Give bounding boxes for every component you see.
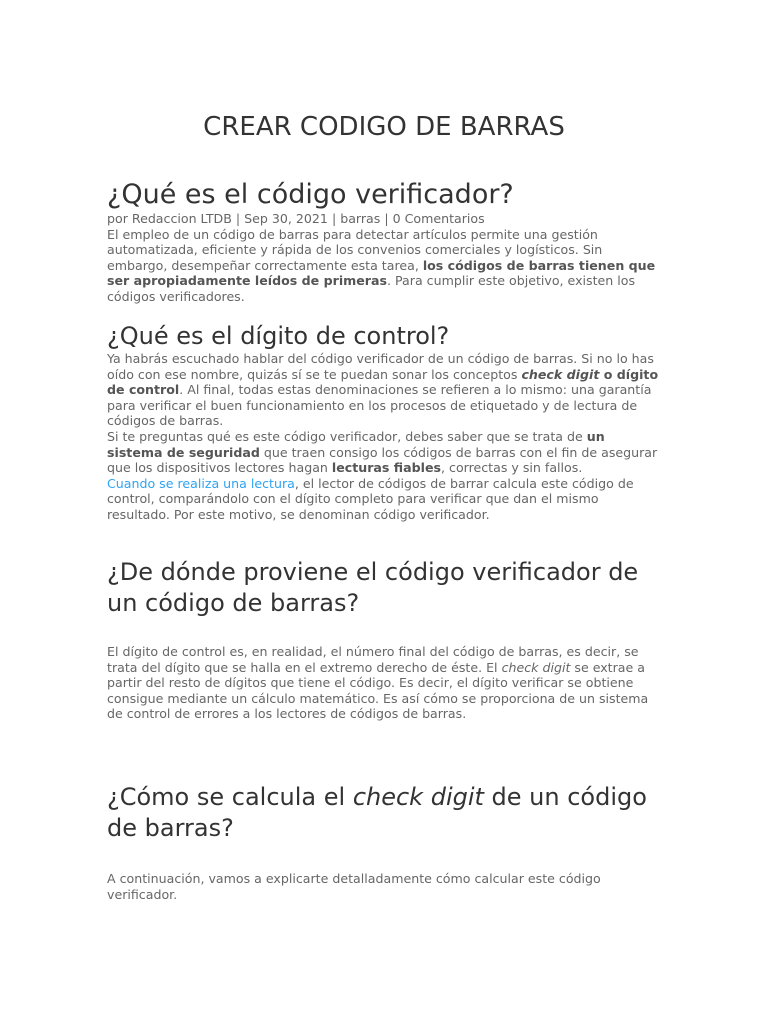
meta-separator: | bbox=[327, 211, 341, 226]
paragraph-text-end: , correctas y sin fallos. bbox=[441, 460, 583, 476]
digito-control-term: o dígito de control bbox=[107, 366, 659, 398]
paragraph-digito-final bbox=[107, 644, 662, 722]
check-digit-term: check digit bbox=[521, 366, 600, 382]
intro-text: El empleo de un código de barras para detectar artículos permite una gestión automatizada, eficiente y rápida de los convenios comerciales y logísticos. Sin embargo, desempeñar correctamente esta tarea, bbox=[107, 226, 603, 273]
paragraph-continuacion: A continuación, vamos a explicarte detalladamente cómo calcular este código verificador. bbox=[107, 871, 601, 902]
section-digito-control-body bbox=[107, 351, 662, 523]
section-calcula bbox=[107, 782, 662, 844]
intro-paragraph bbox=[107, 227, 662, 305]
article-header bbox=[107, 178, 662, 212]
paragraph-text-end: . Al final, todas estas denominaciones se refieren a lo mismo: una garantía para verificar el buen funcionamiento en los procesos de etiquetado y de lectura de códigos de barras. bbox=[107, 382, 652, 429]
paragraph-lectura bbox=[107, 476, 662, 523]
paragraph-text-mid: que traen consigo los códigos de barras con el fin de asegurar que los dispositivos lectores hagan bbox=[107, 444, 658, 476]
section-proviene bbox=[107, 557, 662, 619]
sistema-seguridad-term: un sistema de seguridad bbox=[107, 428, 605, 460]
lecturas-fiables-term: lecturas fiables bbox=[331, 460, 442, 476]
heading-digito-control: ¿Qué es el dígito de control? bbox=[107, 322, 450, 350]
meta-separator: | bbox=[380, 211, 393, 226]
meta-date: Sep 30, 2021 bbox=[244, 211, 328, 226]
paragraph-check-digit bbox=[107, 351, 662, 429]
paragraph-text-end: se extrae a partir del resto de dígitos que tiene el código. Es decir, el dígito verificar se obtiene consigue mediante un cálculo matemático. Es así cómo se proporciona de un sistema de control de errores a los lectores de códigos de barras. bbox=[107, 659, 649, 722]
intro-text-end: . Para cumplir este objetivo, existen los códigos verificadores. bbox=[107, 273, 636, 304]
heading-check-digit: check digit bbox=[352, 783, 484, 811]
paragraph-seguridad bbox=[107, 429, 662, 476]
meta-category: barras bbox=[340, 211, 381, 226]
post-meta bbox=[107, 211, 662, 305]
paragraph-text: Si te preguntas qué es este código verificador, debes saber que se trata de bbox=[107, 428, 587, 444]
section-digito-control bbox=[107, 321, 662, 352]
paragraph-text: Ya habrás escuchado hablar del código verificador de un código de barras. Si no lo has oído con ese nombre, quizás sí se te puedan sonar los conceptos bbox=[107, 351, 654, 382]
paragraph-text: , el lector de códigos de barrar calcula este código de control, comparándolo con el dígito completo para verificar que dan el mismo resultado. Por este motivo, se denominan código verificador. bbox=[107, 475, 634, 522]
meta-separator: | bbox=[231, 211, 245, 226]
section-calcula-body bbox=[107, 871, 662, 902]
meta-author: por Redaccion LTDB bbox=[107, 211, 232, 226]
document-title: CREAR CODIGO DE BARRAS bbox=[203, 112, 565, 142]
heading-codigo-verificador: ¿Qué es el código verificador? bbox=[107, 179, 514, 210]
heading-text-end: de un código de barras? bbox=[107, 783, 647, 842]
heading-text: ¿Cómo se calcula el bbox=[107, 783, 353, 811]
lectura-link[interactable]: Cuando se realiza una lectura bbox=[107, 475, 295, 491]
paragraph-text: El dígito de control es, en realidad, el número final del código de barras, es decir, se trata del dígito que se halla en el extremo derecho de éste. El bbox=[107, 644, 639, 675]
meta-comments: 0 Comentarios bbox=[392, 211, 485, 226]
heading-calcula bbox=[107, 782, 662, 844]
check-digit-term: check digit bbox=[501, 659, 571, 675]
heading-proviene: ¿De dónde proviene el código verificador de un código de barras? bbox=[107, 558, 639, 617]
section-proviene-body bbox=[107, 644, 662, 722]
intro-bold: los códigos de barras tienen que ser apropiadamente leídos de primeras bbox=[107, 257, 656, 289]
